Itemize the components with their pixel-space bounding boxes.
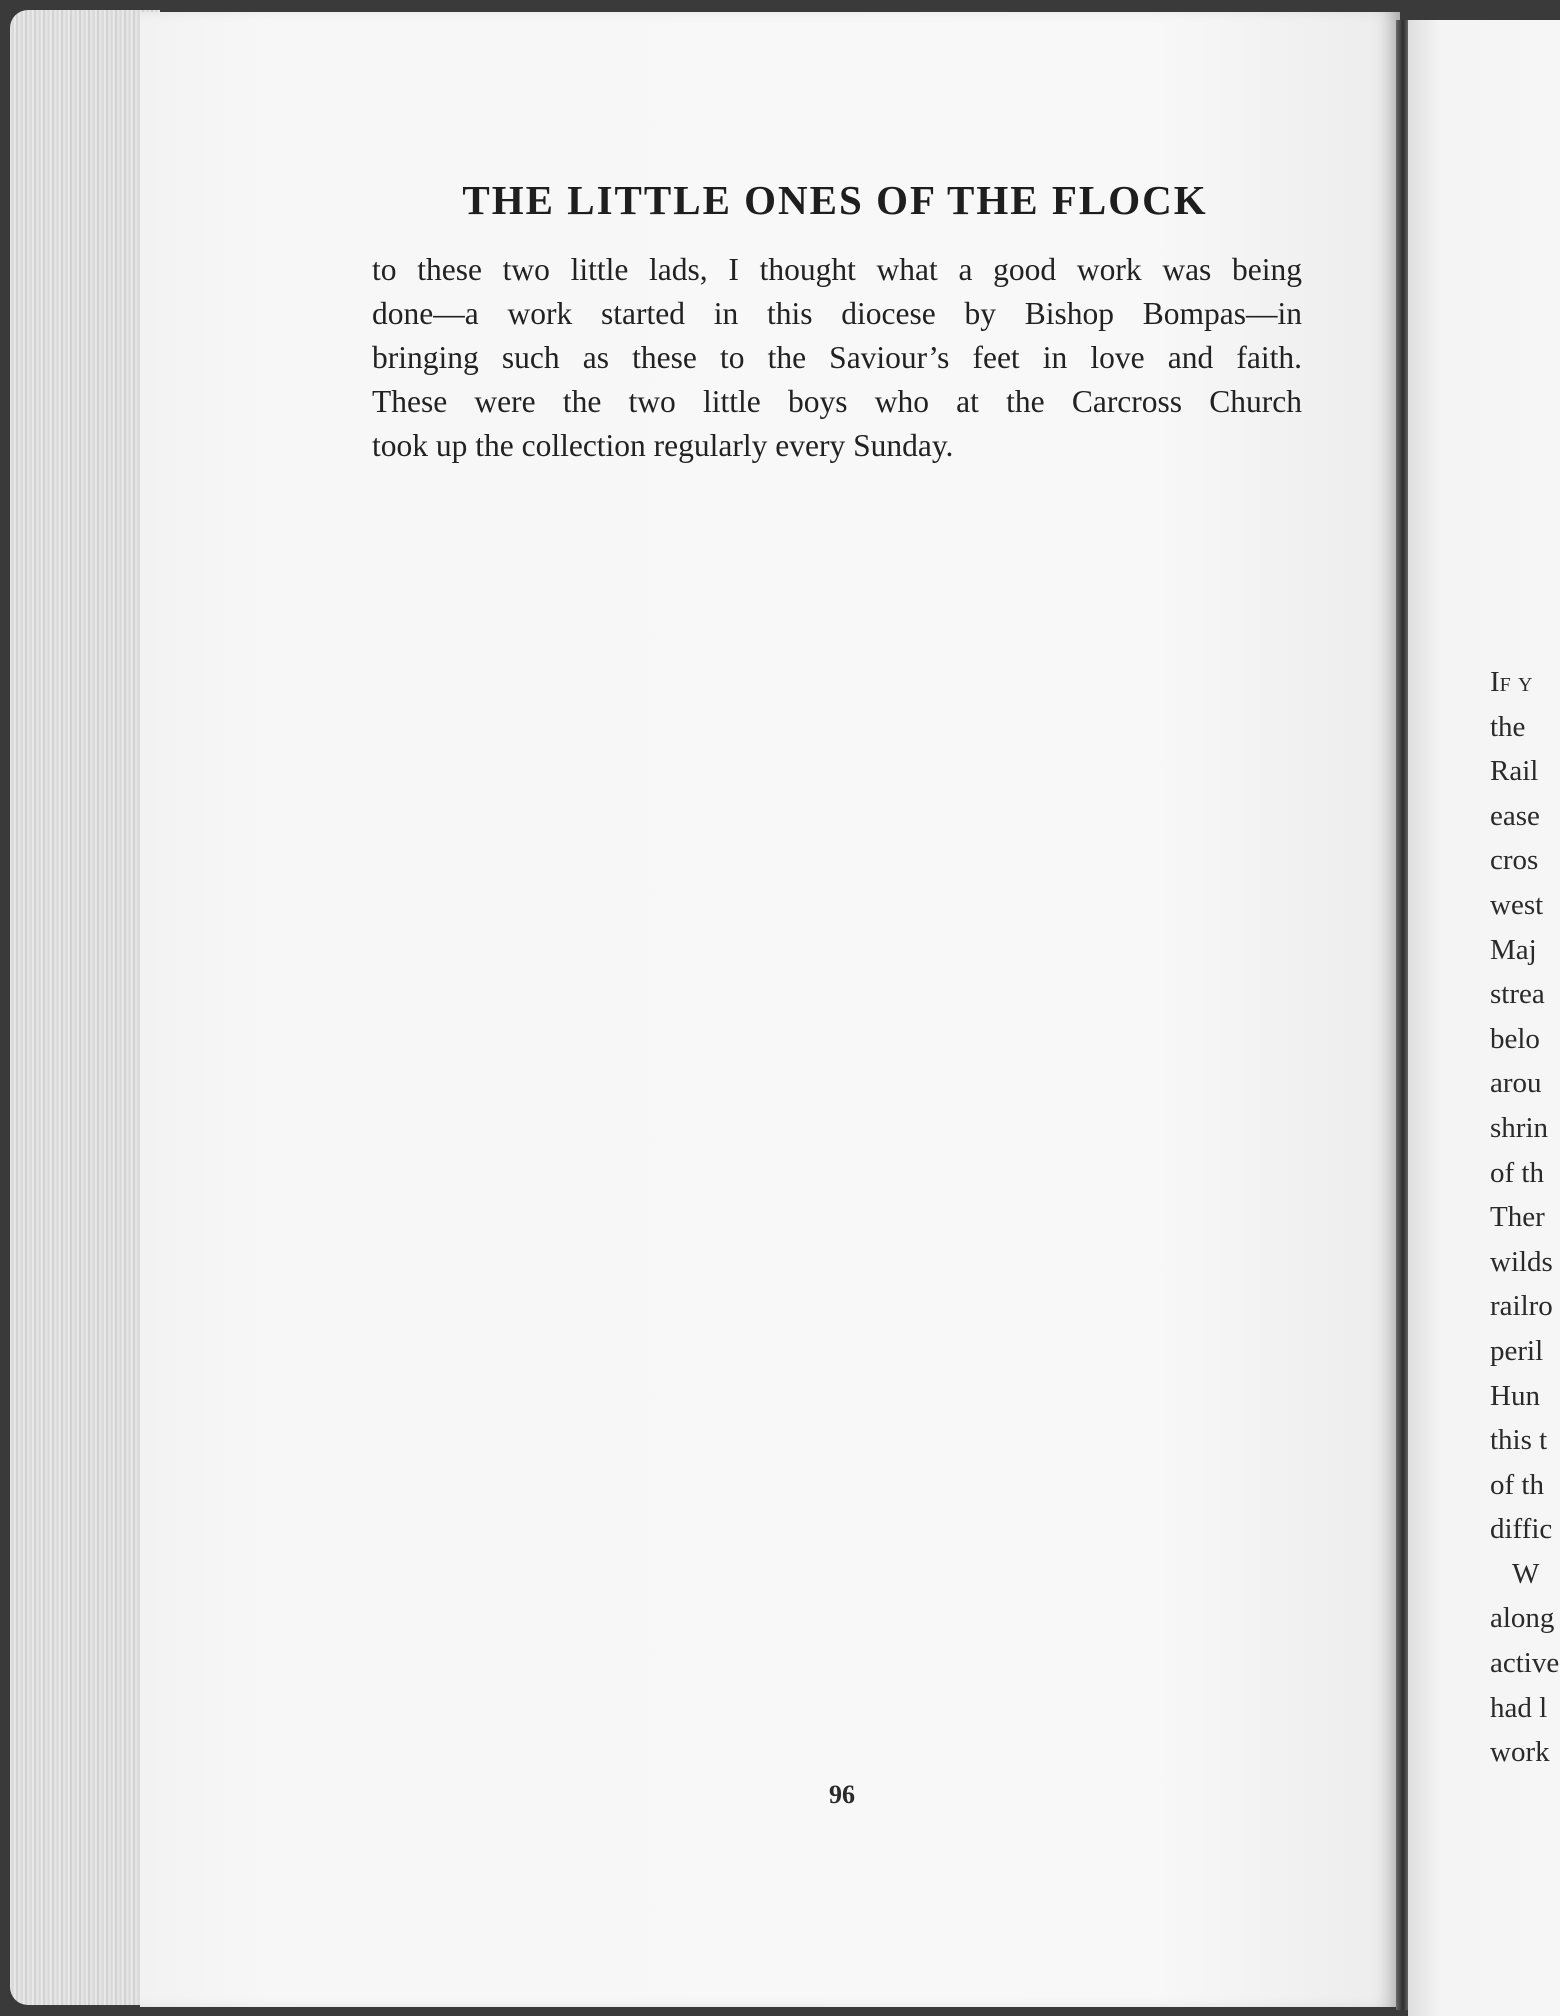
text-line: arou: [1490, 1067, 1542, 1100]
text-line: cros: [1490, 844, 1539, 877]
text-line: bringing such as these to the Saviour’s feet in love and faith.: [372, 340, 1302, 375]
text-line: peril: [1490, 1334, 1544, 1367]
text-line: the: [1490, 710, 1526, 743]
page-number: 96: [829, 1780, 855, 1809]
text-line: of th: [1490, 1468, 1544, 1501]
text-line: done—a work started in this diocese by Bishop Bompas—in: [372, 296, 1302, 331]
text-line: Maj: [1490, 933, 1537, 966]
text-line: along: [1490, 1602, 1555, 1635]
text-line: work: [1490, 1736, 1550, 1769]
text-line: ease: [1490, 799, 1540, 832]
text-line: These were the two little boys who at the Carcross Church: [372, 384, 1302, 419]
text-line: Rail: [1490, 755, 1539, 788]
text-line: belo: [1490, 1022, 1540, 1055]
text-line: active: [1490, 1647, 1560, 1680]
text-line: of th: [1490, 1156, 1544, 1189]
page-edges: [10, 10, 160, 2005]
text-line: Ther: [1490, 1201, 1545, 1234]
text-line: Hun: [1490, 1379, 1540, 1412]
text-line: wilds: [1490, 1245, 1553, 1278]
text-line: W: [1512, 1557, 1540, 1590]
text-line: If y: [1490, 666, 1533, 698]
running-head: THE LITTLE ONES OF THE FLOCK: [462, 177, 1208, 223]
text-line: diffic: [1490, 1513, 1553, 1546]
text-line: shrin: [1490, 1111, 1548, 1144]
right-page-text: [1490, 660, 1560, 1775]
text-line: took up the collection regularly every Sunday.: [372, 428, 954, 463]
text-line: west: [1490, 888, 1544, 921]
body-text: [372, 248, 1302, 468]
text-line: this t: [1490, 1424, 1548, 1457]
text-line: to these two little lads, I thought what a good work was being: [372, 252, 1302, 287]
text-line: strea: [1490, 978, 1545, 1011]
text-line: had l: [1490, 1691, 1548, 1724]
text-line: railro: [1490, 1290, 1553, 1323]
